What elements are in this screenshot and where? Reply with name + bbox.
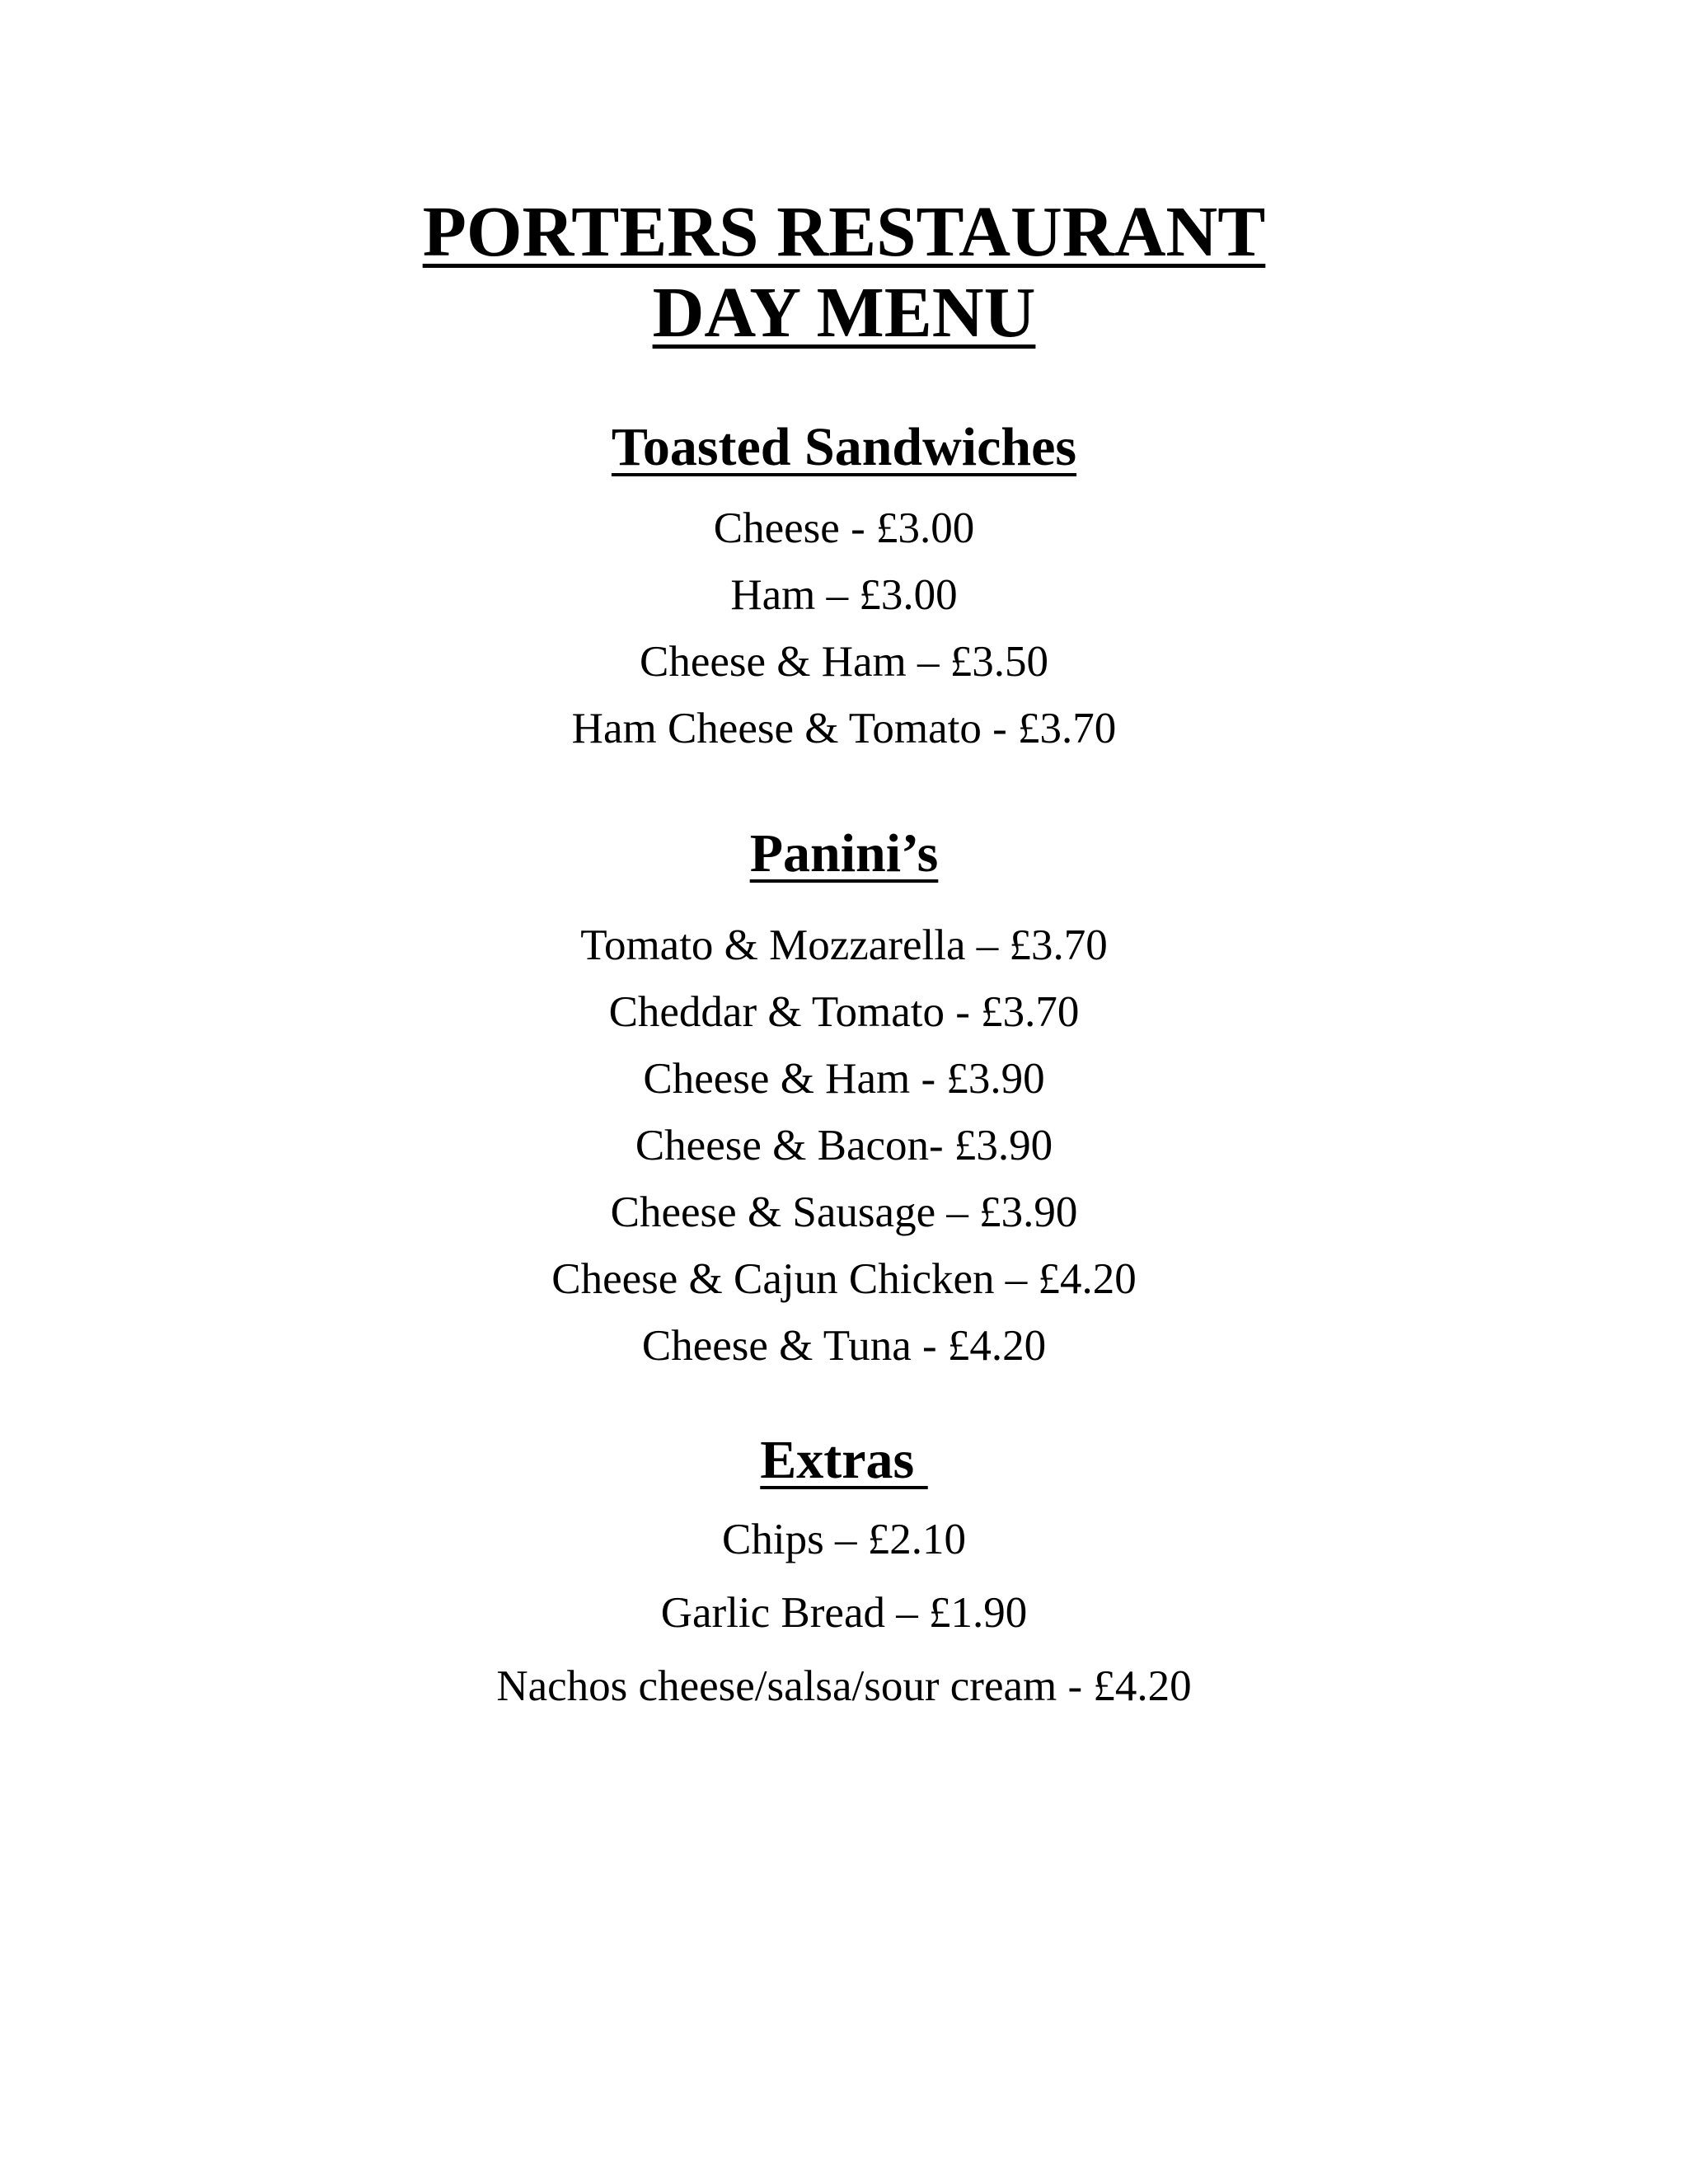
menu-name: DAY MENU — [652, 272, 1036, 352]
menu-item: Nachos cheese/salsa/sour cream - £4.20 — [496, 1662, 1192, 1710]
menu-item: Ham Cheese & Tomato - £3.70 — [571, 705, 1117, 752]
menu-item: Cheese & Bacon- £3.90 — [635, 1122, 1053, 1169]
menu-item: Cheese & Sausage – £3.90 — [610, 1188, 1078, 1236]
menu-item: Cheese & Cajun Chicken – £4.20 — [551, 1255, 1137, 1303]
menu-item: Cheese & Ham - £3.90 — [643, 1055, 1045, 1103]
menu-item: Cheese - £3.00 — [713, 504, 975, 552]
section-heading-toasted-sandwiches: Toasted Sandwiches — [611, 417, 1077, 477]
menu-item: Cheddar & Tomato - £3.70 — [608, 988, 1080, 1036]
section-heading-extras: Extras — [760, 1430, 928, 1490]
menu-item: Chips – £2.10 — [722, 1516, 966, 1563]
extras-list — [0, 1503, 1688, 1723]
menu-item: Tomato & Mozzarella – £3.70 — [580, 921, 1108, 969]
paninis-list — [0, 912, 1688, 1380]
menu-item: Garlic Bread – £1.90 — [660, 1589, 1028, 1637]
toasted-sandwiches-list — [0, 495, 1688, 762]
menu-title — [0, 191, 1688, 353]
menu-item: Ham – £3.00 — [730, 571, 958, 619]
section-heading-paninis: Panini’s — [749, 823, 939, 883]
menu-item: Cheese & Ham – £3.50 — [639, 638, 1049, 686]
restaurant-name: PORTERS RESTAURANT — [422, 191, 1266, 271]
menu-item: Cheese & Tuna - £4.20 — [641, 1322, 1047, 1370]
